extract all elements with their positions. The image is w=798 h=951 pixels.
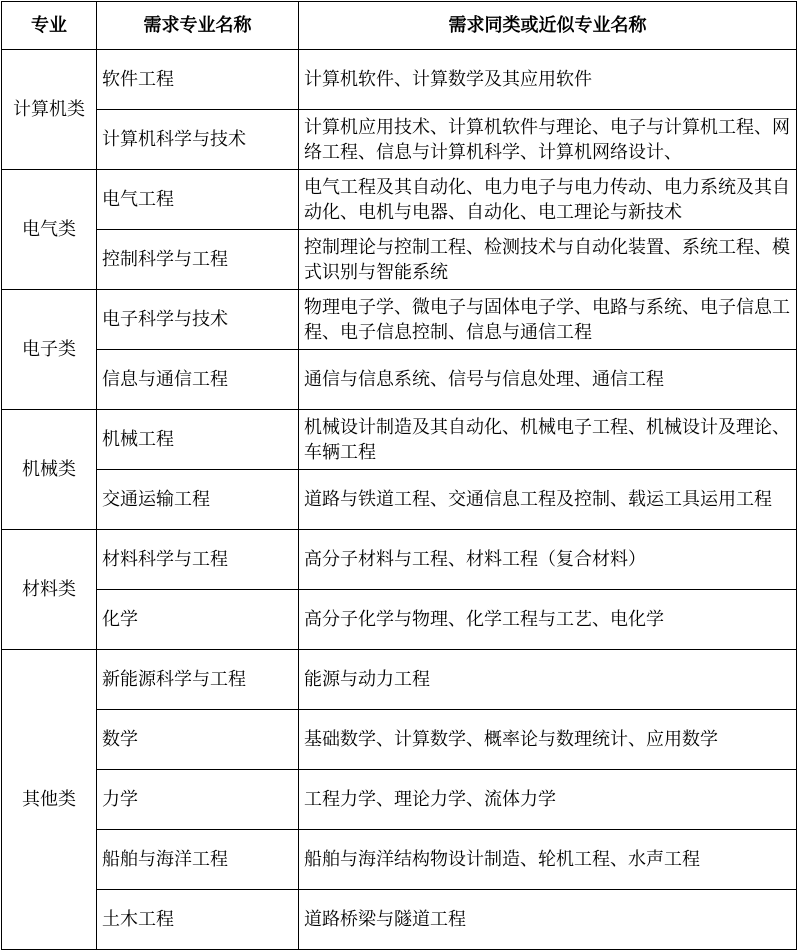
- similar-text: 船舶与海洋结构物设计制造、轮机工程、水声工程: [304, 849, 700, 870]
- major-cell: 控制科学与工程: [97, 230, 299, 290]
- category-cell: 其他类: [2, 650, 97, 950]
- similar-cell: [299, 110, 797, 170]
- similar-cell: [299, 830, 797, 890]
- category-cell: 材料类: [2, 530, 97, 650]
- similar-text: 电气工程及其自动化、电力电子与电力传动、电力系统及其自动化、电机与电器、自动化、电工理论与新技术: [304, 176, 790, 223]
- header-similar: 需求同类或近似专业名称: [299, 2, 797, 50]
- similar-text: 机械设计制造及其自动化、机械电子工程、机械设计及理论、车辆工程: [304, 416, 790, 463]
- table-row: [2, 110, 797, 170]
- similar-text: 计算机应用技术、计算机软件与理论、电子与计算机工程、网络工程、信息与计算机科学、计算机网络设计、: [304, 116, 790, 163]
- major-cell: 电气工程: [97, 170, 299, 230]
- major-cell: 材料科学与工程: [97, 530, 299, 590]
- table-row: [2, 590, 797, 650]
- similar-cell: [299, 890, 797, 950]
- similar-text: 道路桥梁与隧道工程: [304, 909, 466, 930]
- similar-cell: [299, 590, 797, 650]
- major-cell: 电子科学与技术: [97, 290, 299, 350]
- table-row: [2, 470, 797, 530]
- major-cell: 化学: [97, 590, 299, 650]
- similar-text: 基础数学、计算数学、概率论与数理统计、应用数学: [304, 729, 718, 750]
- major-cell: 软件工程: [97, 50, 299, 110]
- major-cell: 新能源科学与工程: [97, 650, 299, 710]
- header-major: 需求专业名称: [97, 2, 299, 50]
- similar-text: 道路与铁道工程、交通信息工程及控制、载运工具运用工程: [304, 489, 772, 510]
- table-row: [2, 290, 797, 350]
- similar-text: 能源与动力工程: [304, 669, 430, 690]
- similar-cell: [299, 290, 797, 350]
- major-cell: 数学: [97, 710, 299, 770]
- majors-table: [1, 1, 797, 950]
- similar-cell: [299, 50, 797, 110]
- table-row: [2, 890, 797, 950]
- table-row: [2, 530, 797, 590]
- table-row: [2, 830, 797, 890]
- table-row: [2, 650, 797, 710]
- major-cell: 船舶与海洋工程: [97, 830, 299, 890]
- header-category: 专业: [2, 2, 97, 50]
- similar-text: 物理电子学、微电子与固体电子学、电路与系统、电子信息工程、电子信息控制、信息与通信工程: [304, 296, 790, 343]
- major-cell: 机械工程: [97, 410, 299, 470]
- similar-cell: [299, 350, 797, 410]
- similar-cell: [299, 230, 797, 290]
- header-row: [2, 2, 797, 50]
- similar-cell: [299, 470, 797, 530]
- similar-cell: [299, 170, 797, 230]
- table-row: [2, 770, 797, 830]
- table-row: [2, 350, 797, 410]
- similar-text: 控制理论与控制工程、检测技术与自动化装置、系统工程、模式识别与智能系统: [304, 236, 790, 283]
- similar-cell: [299, 770, 797, 830]
- table-row: [2, 710, 797, 770]
- table-row: [2, 50, 797, 110]
- table-row: [2, 410, 797, 470]
- major-cell: 计算机科学与技术: [97, 110, 299, 170]
- category-cell: 电子类: [2, 290, 97, 410]
- similar-cell: [299, 650, 797, 710]
- table-row: [2, 230, 797, 290]
- similar-cell: [299, 530, 797, 590]
- major-cell: 信息与通信工程: [97, 350, 299, 410]
- similar-cell: [299, 410, 797, 470]
- similar-text: 高分子化学与物理、化学工程与工艺、电化学: [304, 609, 664, 630]
- category-cell: 机械类: [2, 410, 97, 530]
- major-cell: 土木工程: [97, 890, 299, 950]
- major-cell: 力学: [97, 770, 299, 830]
- similar-cell: [299, 710, 797, 770]
- similar-text: 通信与信息系统、信号与信息处理、通信工程: [304, 369, 664, 390]
- similar-text: 计算机软件、计算数学及其应用软件: [304, 69, 592, 90]
- category-cell: 计算机类: [2, 50, 97, 170]
- similar-text: 工程力学、理论力学、流体力学: [304, 789, 556, 810]
- category-cell: 电气类: [2, 170, 97, 290]
- similar-text: 高分子材料与工程、材料工程（复合材料）: [304, 549, 646, 570]
- major-cell: 交通运输工程: [97, 470, 299, 530]
- table-row: [2, 170, 797, 230]
